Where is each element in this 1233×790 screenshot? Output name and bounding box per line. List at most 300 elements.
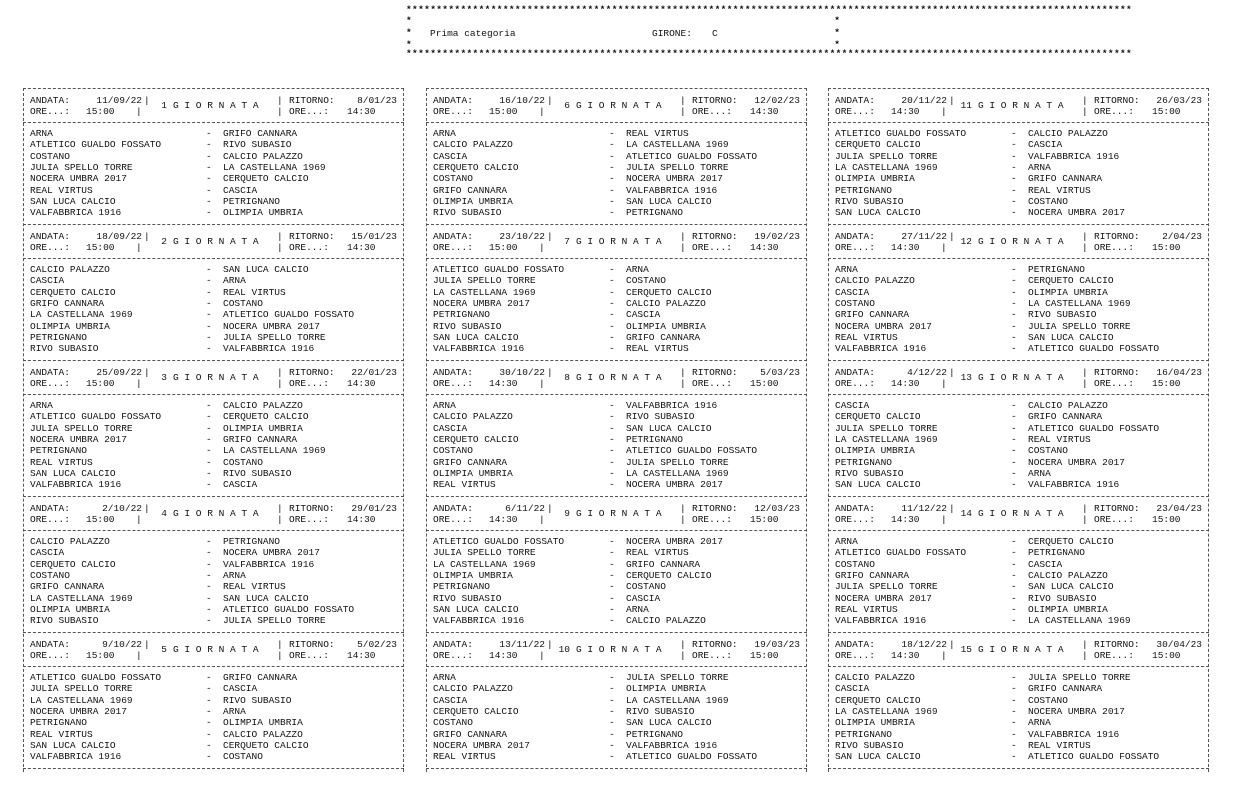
giornata-block	[23, 224, 404, 360]
match-dash: -	[609, 445, 615, 457]
separator: |	[277, 242, 283, 253]
separator: |	[277, 639, 283, 650]
match-row	[835, 581, 1202, 592]
home-team: CASCIA	[30, 275, 65, 287]
home-team: GRIFO CANNARA	[30, 297, 105, 309]
away-team: GRIFO CANNARA	[223, 672, 298, 683]
home-team: COSTANO	[30, 569, 70, 581]
header-divider	[828, 530, 1209, 531]
header-star: *	[406, 39, 412, 50]
match-row	[30, 547, 397, 558]
match-row	[433, 536, 800, 547]
giornata-label: G I O R N A T A	[576, 100, 662, 111]
away-team: OLIMPIA UMBRIA	[1028, 286, 1108, 298]
match-row	[30, 570, 397, 581]
ritorno-date: 12/03/23	[754, 503, 800, 514]
match-dash: -	[206, 615, 212, 627]
header-divider	[426, 122, 807, 123]
match-dash: -	[1011, 320, 1017, 332]
match-row	[433, 740, 800, 751]
ritorno-label: RITORNO:	[289, 231, 335, 242]
match-row	[30, 457, 397, 468]
match-dash: -	[1011, 547, 1017, 559]
ritorno-date: 16/04/23	[1156, 367, 1202, 378]
header-divider	[23, 530, 404, 531]
ore-label: ORE...:	[30, 106, 70, 117]
giornata-block	[23, 88, 404, 224]
home-team: VALFABBRICA 1916	[433, 615, 525, 627]
home-team: OLIMPIA UMBRIA	[30, 320, 110, 332]
fixture-column	[828, 88, 1209, 772]
match-row	[835, 343, 1202, 354]
ore-label: ORE...:	[692, 242, 732, 253]
separator: |	[547, 367, 553, 378]
home-team: CALCIO PALAZZO	[30, 264, 110, 275]
andata-label: ANDATA:	[835, 231, 875, 242]
home-team: ARNA	[433, 400, 456, 411]
home-team: CALCIO PALAZZO	[30, 536, 110, 547]
away-team: NOCERA UMBRA 2017	[1028, 456, 1125, 468]
match-dash: -	[1011, 184, 1017, 196]
home-team: ATLETICO GUALDO FOSSATO	[30, 411, 162, 423]
match-dash: -	[609, 184, 615, 196]
match-row	[835, 207, 1202, 218]
separator: |	[144, 639, 150, 650]
ritorno-date: 5/03/23	[760, 367, 800, 378]
match-dash: -	[1011, 150, 1017, 162]
home-team: REAL VIRTUS	[30, 456, 93, 468]
home-team: NOCERA UMBRA 2017	[835, 592, 932, 604]
match-dash: -	[1011, 694, 1017, 706]
match-row	[30, 151, 397, 162]
giornata-label: G I O R N A T A	[576, 236, 662, 247]
away-team: CASCIA	[1028, 558, 1063, 570]
home-team: ATLETICO GUALDO FOSSATO	[835, 547, 967, 559]
home-team: JULIA SPELLO TORRE	[835, 581, 938, 593]
match-dash: -	[1011, 445, 1017, 457]
away-team: REAL VIRTUS	[626, 547, 689, 559]
separator: |	[1082, 514, 1088, 525]
away-team: COSTANO	[626, 275, 666, 287]
home-team: SAN LUCA CALCIO	[30, 467, 116, 479]
away-team: CERQUETO CALCIO	[626, 286, 712, 298]
giornata-block	[828, 360, 1209, 496]
match-dash: -	[206, 184, 212, 196]
match-dash: -	[609, 683, 615, 695]
ore-ritorno: 15:00	[1152, 242, 1181, 253]
home-team: GRIFO CANNARA	[433, 184, 508, 196]
match-row	[433, 559, 800, 570]
separator: |	[1082, 503, 1088, 514]
away-team: ARNA	[626, 603, 649, 615]
match-row	[433, 287, 800, 298]
giornata-label: G I O R N A T A	[173, 372, 259, 383]
ritorno-label: RITORNO:	[289, 639, 335, 650]
match-dash: -	[609, 751, 615, 763]
match-dash: -	[1011, 683, 1017, 695]
away-team: CALCIO PALAZZO	[1028, 569, 1108, 581]
home-team: CERQUETO CALCIO	[835, 139, 921, 151]
match-row	[433, 547, 800, 558]
ritorno-label: RITORNO:	[692, 367, 738, 378]
ore-andata: 14:30	[891, 378, 920, 389]
match-dash: -	[206, 128, 212, 139]
match-row	[835, 321, 1202, 332]
separator: |	[680, 231, 686, 242]
match-row	[30, 321, 397, 332]
ore-ritorno: 15:00	[1152, 650, 1181, 661]
away-team: NOCERA UMBRA 2017	[1028, 207, 1125, 219]
ore-ritorno: 14:30	[347, 106, 376, 117]
match-row	[835, 162, 1202, 173]
match-dash: -	[206, 195, 212, 207]
ritorno-date: 29/01/23	[351, 503, 397, 514]
match-row	[835, 298, 1202, 309]
home-team: JULIA SPELLO TORRE	[433, 547, 536, 559]
ore-label: ORE...:	[433, 514, 473, 525]
home-team: REAL VIRTUS	[835, 603, 898, 615]
block-border-top	[23, 632, 404, 633]
home-team: LA CASTELLANA 1969	[835, 161, 938, 173]
home-team: REAL VIRTUS	[30, 184, 93, 196]
home-team: NOCERA UMBRA 2017	[30, 705, 127, 717]
giornata-block	[426, 88, 807, 224]
away-team: SAN LUCA CALCIO	[626, 195, 712, 207]
ore-label: ORE...:	[289, 378, 329, 389]
block-border-top	[828, 360, 1209, 361]
header-star-border-bottom: ************************************************************************************************************************	[406, 48, 1133, 59]
giornata-number: 13	[960, 372, 972, 383]
match-dash: -	[609, 411, 615, 423]
match-row	[30, 207, 397, 218]
separator: |	[539, 650, 545, 661]
andata-label: ANDATA:	[835, 367, 875, 378]
fixture-column	[23, 88, 404, 772]
away-team: CALCIO PALAZZO	[1028, 128, 1108, 139]
away-team: PETRIGNANO	[1028, 547, 1086, 559]
home-team: VALFABBRICA 1916	[433, 343, 525, 355]
match-dash: -	[1011, 672, 1017, 683]
andata-date: 30/10/22	[499, 367, 545, 378]
away-team: RIVO SUBASIO	[223, 139, 292, 151]
home-team: RIVO SUBASIO	[835, 195, 904, 207]
match-dash: -	[206, 320, 212, 332]
away-team: LA CASTELLANA 1969	[626, 694, 729, 706]
match-dash: -	[206, 536, 212, 547]
giornata-block	[828, 224, 1209, 360]
match-dash: -	[609, 603, 615, 615]
match-row	[433, 581, 800, 592]
away-team: CASCIA	[223, 683, 258, 695]
separator: |	[949, 367, 955, 378]
andata-label: ANDATA:	[835, 503, 875, 514]
separator: |	[949, 639, 955, 650]
giornata-block	[828, 496, 1209, 632]
giornata-number: 12	[960, 236, 972, 247]
separator: |	[1082, 242, 1088, 253]
match-dash: -	[609, 694, 615, 706]
andata-date: 9/10/22	[102, 639, 142, 650]
separator: |	[949, 231, 955, 242]
home-team: CASCIA	[433, 694, 468, 706]
match-row	[30, 332, 397, 343]
separator: |	[1082, 106, 1088, 117]
ore-andata: 14:30	[891, 650, 920, 661]
match-row	[835, 695, 1202, 706]
match-dash: -	[1011, 422, 1017, 434]
home-team: RIVO SUBASIO	[433, 207, 502, 219]
away-team: LA CASTELLANA 1969	[626, 139, 729, 151]
match-row	[835, 151, 1202, 162]
away-team: CASCIA	[626, 309, 661, 321]
home-team: LA CASTELLANA 1969	[835, 433, 938, 445]
match-row	[433, 751, 800, 762]
match-dash: -	[206, 479, 212, 491]
home-team: PETRIGNANO	[835, 728, 893, 740]
match-dash: -	[1011, 128, 1017, 139]
away-team: GRIFO CANNARA	[1028, 411, 1103, 423]
giornata-block	[828, 88, 1209, 224]
home-team: JULIA SPELLO TORRE	[30, 161, 133, 173]
giornata-number: 11	[960, 100, 972, 111]
match-dash: -	[206, 139, 212, 151]
header-divider	[828, 666, 1209, 667]
ritorno-date: 19/02/23	[754, 231, 800, 242]
ore-label: ORE...:	[692, 106, 732, 117]
away-team: REAL VIRTUS	[1028, 433, 1091, 445]
match-row	[433, 207, 800, 218]
separator: |	[680, 242, 686, 253]
giornata-number: 5	[161, 644, 167, 655]
match-row	[835, 287, 1202, 298]
giornata-label: G I O R N A T A	[576, 372, 662, 383]
ritorno-label: RITORNO:	[692, 231, 738, 242]
match-dash: -	[609, 275, 615, 287]
match-dash: -	[206, 547, 212, 559]
match-row	[835, 332, 1202, 343]
andata-label: ANDATA:	[30, 367, 70, 378]
away-team: RIVO SUBASIO	[626, 705, 695, 717]
match-row	[835, 740, 1202, 751]
away-team: CALCIO PALAZZO	[1028, 400, 1108, 411]
ore-andata: 15:00	[489, 242, 518, 253]
match-dash: -	[1011, 751, 1017, 763]
match-dash: -	[609, 558, 615, 570]
ore-label: ORE...:	[1094, 378, 1134, 389]
match-dash: -	[609, 343, 615, 355]
home-team: ARNA	[433, 128, 456, 139]
away-team: GRIFO CANNARA	[626, 331, 701, 343]
match-row	[30, 400, 397, 411]
home-team: PETRIGNANO	[30, 717, 88, 729]
away-team: COSTANO	[1028, 195, 1068, 207]
away-team: GRIFO CANNARA	[626, 558, 701, 570]
match-dash: -	[609, 161, 615, 173]
home-team: CASCIA	[835, 286, 870, 298]
separator: |	[680, 514, 686, 525]
away-team: ARNA	[223, 569, 246, 581]
away-team: NOCERA UMBRA 2017	[626, 536, 723, 547]
ritorno-label: RITORNO:	[289, 367, 335, 378]
match-row	[835, 751, 1202, 762]
away-team: CALCIO PALAZZO	[626, 297, 706, 309]
andata-date: 2/10/22	[102, 503, 142, 514]
away-team: REAL VIRTUS	[626, 128, 689, 139]
match-dash: -	[1011, 433, 1017, 445]
ore-andata: 14:30	[891, 242, 920, 253]
home-team: CASCIA	[835, 683, 870, 695]
away-team: ARNA	[1028, 467, 1051, 479]
separator: |	[680, 639, 686, 650]
ore-label: ORE...:	[835, 650, 875, 661]
away-team: RIVO SUBASIO	[1028, 592, 1097, 604]
match-dash: -	[609, 128, 615, 139]
separator: |	[547, 639, 553, 650]
away-team: REAL VIRTUS	[1028, 184, 1091, 196]
home-team: GRIFO CANNARA	[835, 309, 910, 321]
home-team: ATLETICO GUALDO FOSSATO	[30, 672, 162, 683]
away-team: VALFABBRICA 1916	[626, 739, 718, 751]
header-divider	[426, 394, 807, 395]
column-border-bottom	[23, 768, 404, 769]
home-team: JULIA SPELLO TORRE	[433, 275, 536, 287]
home-team: JULIA SPELLO TORRE	[30, 422, 133, 434]
away-team: ATLETICO GUALDO FOSSATO	[626, 445, 758, 457]
match-dash: -	[609, 433, 615, 445]
home-team: SAN LUCA CALCIO	[433, 331, 519, 343]
ore-label: ORE...:	[30, 242, 70, 253]
ore-andata: 15:00	[86, 106, 115, 117]
separator: |	[277, 106, 283, 117]
ore-label: ORE...:	[692, 378, 732, 389]
ritorno-date: 12/02/23	[754, 95, 800, 106]
header-divider	[23, 122, 404, 123]
match-row	[433, 162, 800, 173]
ritorno-date: 15/01/23	[351, 231, 397, 242]
header-star: *	[834, 15, 840, 26]
match-row	[30, 162, 397, 173]
away-team: GRIFO CANNARA	[1028, 173, 1103, 185]
ore-ritorno: 15:00	[1152, 106, 1181, 117]
header-divider	[426, 666, 807, 667]
match-row	[30, 717, 397, 728]
away-team: COSTANO	[223, 751, 263, 763]
match-row	[433, 615, 800, 626]
away-team: VALFABBRICA 1916	[1028, 479, 1120, 491]
giornata-block	[426, 496, 807, 632]
away-team: PETRIGNANO	[223, 195, 281, 207]
header-divider	[828, 122, 1209, 123]
match-row	[30, 706, 397, 717]
match-dash: -	[1011, 139, 1017, 151]
match-row	[835, 717, 1202, 728]
header-divider	[23, 666, 404, 667]
match-dash: -	[1011, 581, 1017, 593]
away-team: CERQUETO CALCIO	[1028, 536, 1114, 547]
ritorno-date: 26/03/23	[1156, 95, 1202, 106]
match-row	[30, 196, 397, 207]
away-team: COSTANO	[1028, 445, 1068, 457]
block-border-top	[828, 496, 1209, 497]
home-team: SAN LUCA CALCIO	[835, 751, 921, 763]
match-row	[835, 173, 1202, 184]
match-dash: -	[1011, 309, 1017, 321]
home-team: PETRIGNANO	[30, 331, 88, 343]
home-team: CALCIO PALAZZO	[433, 411, 513, 423]
home-team: ATLETICO GUALDO FOSSATO	[30, 139, 162, 151]
ore-label: ORE...:	[835, 242, 875, 253]
andata-label: ANDATA:	[433, 367, 473, 378]
ritorno-label: RITORNO:	[692, 95, 738, 106]
home-team: CERQUETO CALCIO	[433, 705, 519, 717]
away-team: JULIA SPELLO TORRE	[1028, 672, 1131, 683]
separator: |	[136, 514, 142, 525]
separator: |	[680, 95, 686, 106]
match-dash: -	[206, 705, 212, 717]
home-team: SAN LUCA CALCIO	[835, 479, 921, 491]
separator: |	[949, 503, 955, 514]
separator: |	[941, 242, 947, 253]
andata-label: ANDATA:	[433, 639, 473, 650]
away-team: NOCERA UMBRA 2017	[1028, 705, 1125, 717]
giornata-number: 1	[161, 100, 167, 111]
separator: |	[1082, 650, 1088, 661]
header-star: *	[406, 27, 412, 38]
block-border-top	[23, 360, 404, 361]
match-row	[433, 445, 800, 456]
andata-date: 16/10/22	[499, 95, 545, 106]
match-dash: -	[206, 694, 212, 706]
away-team: RIVO SUBASIO	[626, 411, 695, 423]
home-team: CASCIA	[835, 400, 870, 411]
ore-ritorno: 14:30	[347, 242, 376, 253]
match-row	[433, 185, 800, 196]
match-row	[30, 468, 397, 479]
match-row	[433, 672, 800, 683]
away-team: OLIMPIA UMBRIA	[223, 422, 303, 434]
andata-date: 18/12/22	[901, 639, 947, 650]
match-row	[835, 457, 1202, 468]
ore-ritorno: 14:30	[347, 378, 376, 389]
match-dash: -	[206, 751, 212, 763]
away-team: GRIFO CANNARA	[223, 433, 298, 445]
home-team: NOCERA UMBRA 2017	[835, 320, 932, 332]
match-dash: -	[206, 717, 212, 729]
home-team: RIVO SUBASIO	[433, 592, 502, 604]
away-team: JULIA SPELLO TORRE	[1028, 320, 1131, 332]
separator: |	[547, 231, 553, 242]
andata-date: 25/09/22	[96, 367, 142, 378]
away-team: CASCIA	[626, 592, 661, 604]
ore-ritorno: 15:00	[750, 378, 779, 389]
match-row	[433, 604, 800, 615]
match-dash: -	[1011, 275, 1017, 287]
home-team: COSTANO	[433, 717, 473, 729]
away-team: GRIFO CANNARA	[1028, 683, 1103, 695]
away-team: CASCIA	[223, 479, 258, 491]
giornata-label: G I O R N A T A	[173, 100, 259, 111]
header-divider	[828, 258, 1209, 259]
away-team: REAL VIRTUS	[223, 286, 286, 298]
ore-label: ORE...:	[835, 378, 875, 389]
match-dash: -	[609, 309, 615, 321]
match-row	[30, 740, 397, 751]
block-border-top	[426, 360, 807, 361]
match-dash: -	[206, 433, 212, 445]
match-dash: -	[206, 603, 212, 615]
match-dash: -	[206, 297, 212, 309]
home-team: OLIMPIA UMBRIA	[433, 569, 513, 581]
